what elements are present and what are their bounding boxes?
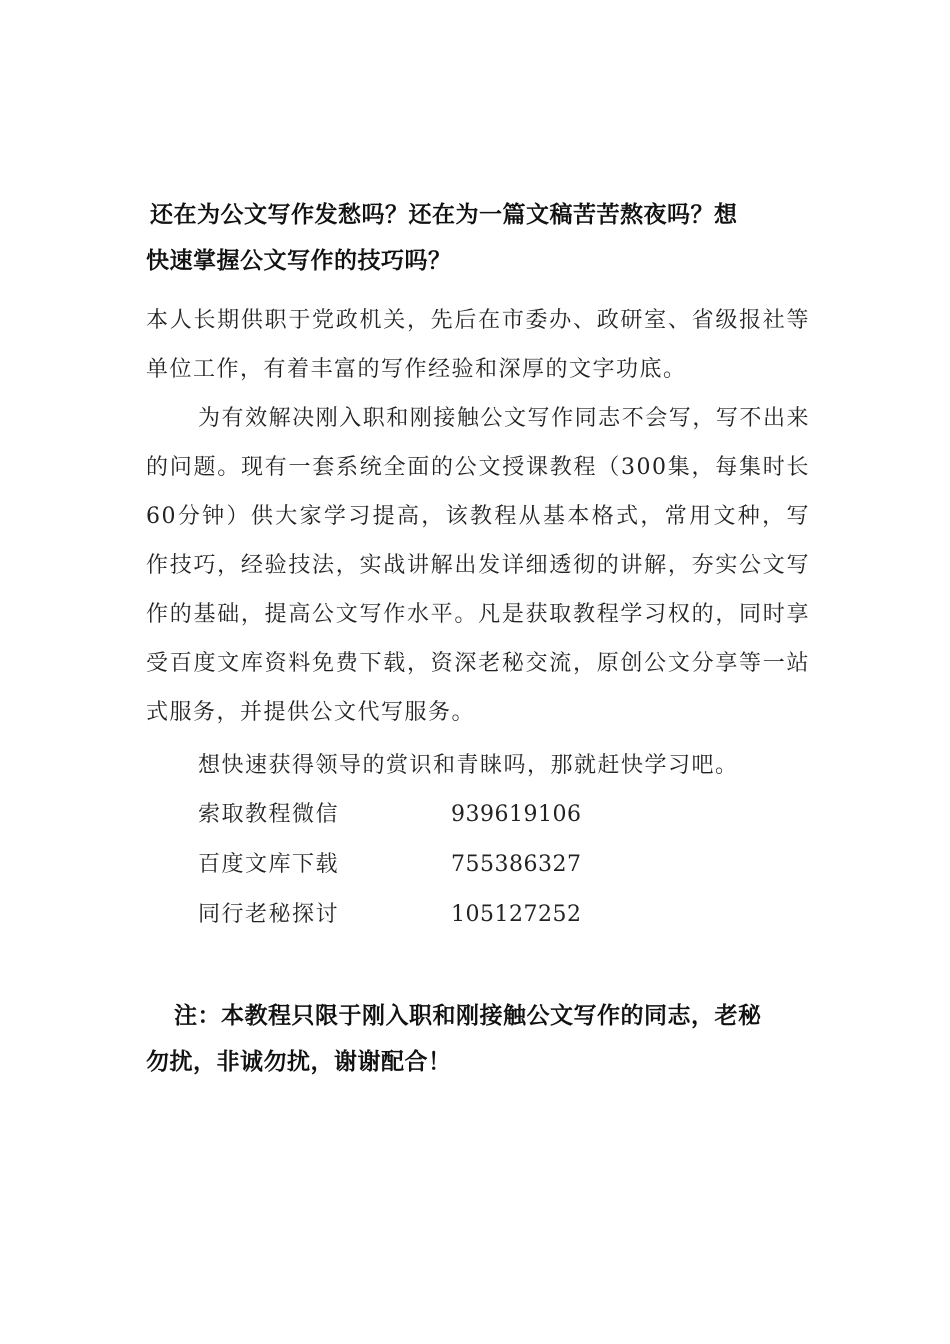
- contact-label: 索取教程微信: [198, 802, 340, 827]
- contact-number: 105127252: [451, 902, 582, 927]
- contact-label: 百度文库下载: [198, 852, 340, 877]
- contact-list: [198, 790, 698, 940]
- contact-row: [198, 840, 698, 890]
- contact-row: [198, 790, 698, 840]
- contact-row: [198, 890, 698, 940]
- notice: [146, 993, 810, 1085]
- contact-number: 755386327: [451, 852, 582, 877]
- notice-line-2: 勿扰，非诚勿扰，谢谢配合！: [146, 1048, 452, 1075]
- headline-line-1: 还在为公文写作发愁吗？还在为一篇文稿苦苦熬夜吗？想: [150, 201, 738, 228]
- intro-paragraph: 本人长期供职于党政机关，先后在市委办、政研室、省级报社等单位工作，有着丰富的写作经验和深厚的文字功底。: [146, 308, 810, 382]
- contact-label: 同行老秘探讨: [198, 902, 340, 927]
- headline-line-2: 快速掌握公文写作的技巧吗？: [146, 247, 452, 274]
- call-to-action: 想快速获得领导的赏识和青睐吗，那就赶快学习吧。: [198, 753, 739, 778]
- course-paragraph: 为有效解决刚入职和刚接触公文写作同志不会写，写不出来的问题。现有一套系统全面的公文授课教程（300集，每集时长60分钟）供大家学习提高，该教程从基本格式，常用文种，写作技巧，经验技法，实战讲解出发详细透彻的讲解，夯实公文写作的基础，提高公文写作水平。凡是获取教程学习权的，同时享受百度文库资料免费下载，资深老秘交流，原创公文分享等一站式服务，并提供公文代写服务。: [146, 406, 810, 725]
- notice-line-1: 注：本教程只限于刚入职和刚接触公文写作的同志，老秘: [174, 1002, 762, 1029]
- contact-number: 939619106: [451, 802, 582, 827]
- headline: [146, 192, 810, 284]
